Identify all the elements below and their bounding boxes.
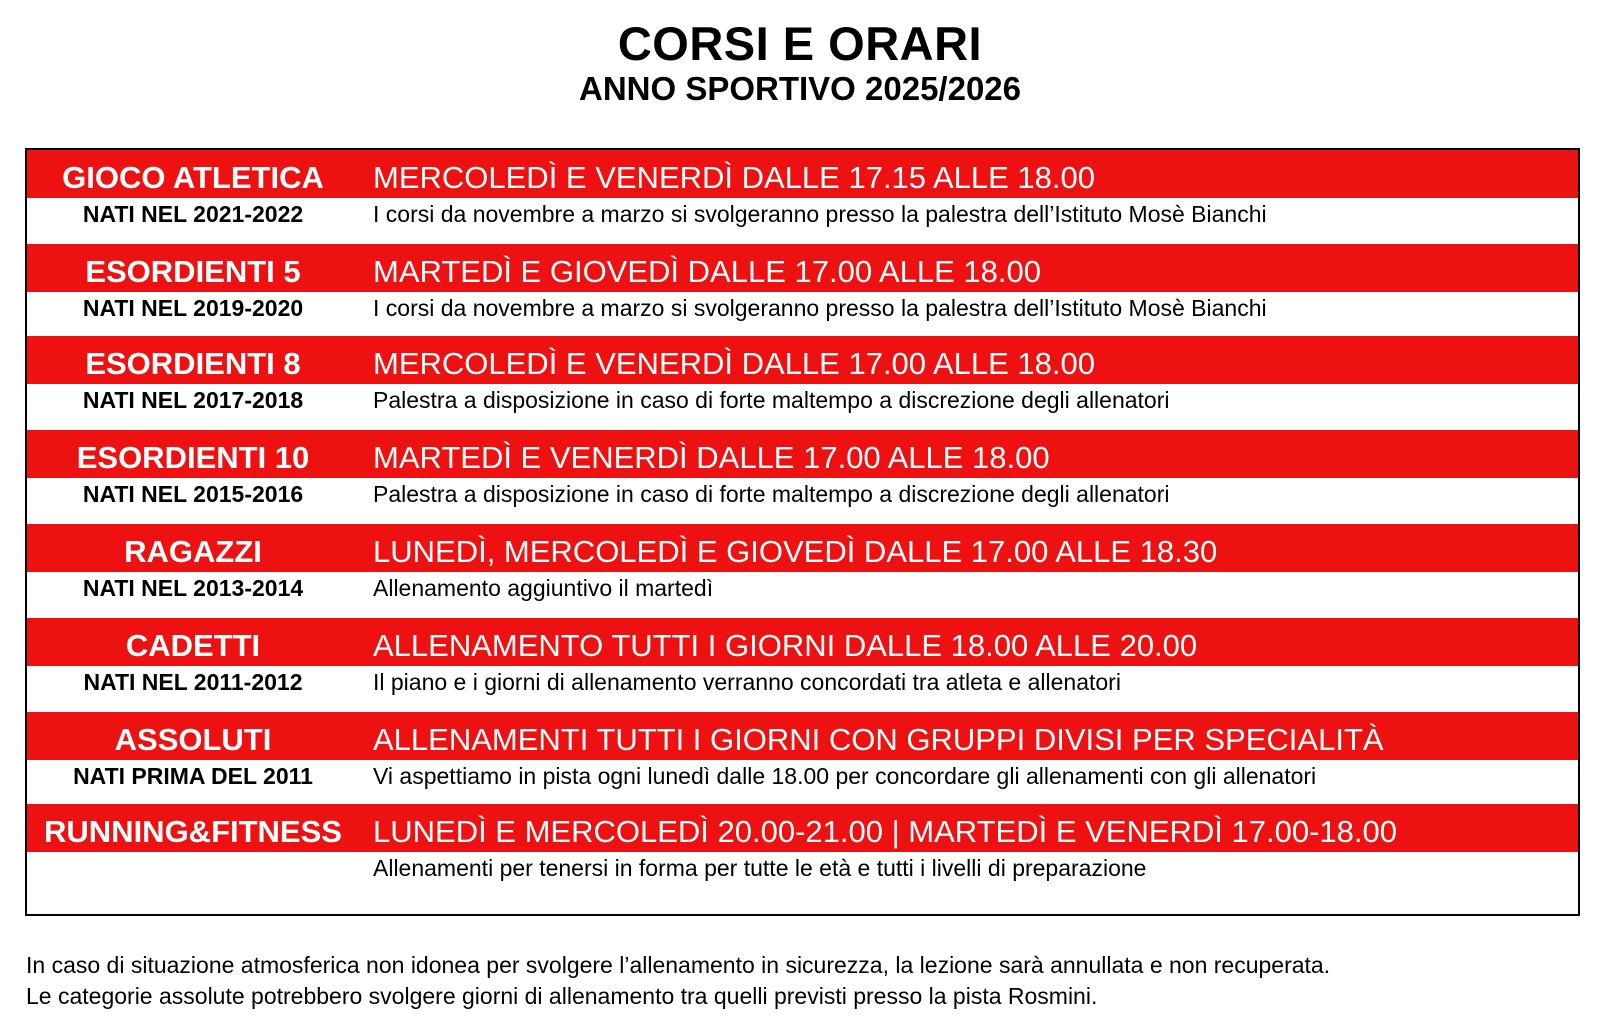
course-birth-years: NATI NEL 2017-2018 — [82, 387, 304, 413]
course-detail-row — [27, 478, 1578, 524]
course-note: Palestra a disposizione in caso di forte maltempo a discrezione degli allenatori — [373, 387, 1170, 413]
course-schedule: LUNEDÌ E MERCOLEDÌ 20.00-21.00 | MARTEDÌ E VENERDÌ 17.00-18.00 — [373, 814, 1397, 849]
course-detail-row — [27, 198, 1578, 244]
course-schedule: MARTEDÌ E VENERDÌ DALLE 17.00 ALLE 18.00 — [373, 440, 1050, 475]
course-schedule: MERCOLEDÌ E VENERDÌ DALLE 17.00 ALLE 18.00 — [373, 346, 1095, 381]
course-detail-row — [27, 852, 1578, 898]
course-name: RUNNING&FITNESS — [44, 814, 342, 849]
course-note: Palestra a disposizione in caso di forte maltempo a discrezione degli allenatori — [373, 481, 1170, 507]
course-header-band — [27, 430, 1578, 478]
course-note: Vi aspettiamo in pista ogni lunedì dalle 18.00 per concordare gli allenamenti con gli allenatori — [373, 763, 1317, 789]
course-header-band — [27, 712, 1578, 760]
course-name: ASSOLUTI — [114, 722, 272, 757]
course-birth-years: NATI NEL 2019-2020 — [82, 295, 304, 321]
course-note: Allenamenti per tenersi in forma per tutte le età e tutti i livelli di preparazione — [373, 855, 1147, 881]
course-birth-years: NATI NEL 2015-2016 — [82, 481, 304, 507]
course-detail-row — [27, 572, 1578, 618]
course-birth-years: NATI NEL 2011-2012 — [83, 669, 303, 695]
course-name: ESORDIENTI 10 — [76, 440, 310, 475]
course-birth-years: NATI NEL 2021-2022 — [82, 201, 304, 227]
footer-notes — [26, 950, 1586, 1012]
course-header-band — [27, 618, 1578, 666]
course-schedule: MERCOLEDÌ E VENERDÌ DALLE 17.15 ALLE 18.00 — [373, 160, 1095, 195]
course-birth-years: NATI PRIMA DEL 2011 — [73, 763, 313, 789]
course-schedule: LUNEDÌ, MERCOLEDÌ E GIOVEDÌ DALLE 17.00 ALLE 18.30 — [373, 534, 1218, 569]
course-header-band — [27, 524, 1578, 572]
course-name: ESORDIENTI 8 — [85, 346, 301, 381]
course-header-band — [27, 336, 1578, 384]
footer-weather-note: In caso di situazione atmosferica non idonea per svolgere l’allenamento in sicurezza, la lezione sarà annullata e non recuperata. — [26, 952, 1331, 978]
course-note: I corsi da novembre a marzo si svolgeranno presso la palestra dell’Istituto Mosè Bianchi — [373, 201, 1267, 227]
course-schedule: ALLENAMENTO TUTTI I GIORNI DALLE 18.00 ALLE 20.00 — [373, 628, 1198, 663]
course-name: ESORDIENTI 5 — [85, 254, 301, 289]
course-name: CADETTI — [125, 628, 261, 663]
course-detail-row — [27, 384, 1578, 430]
page-title: CORSI E ORARI — [617, 17, 983, 70]
course-detail-row — [27, 292, 1578, 338]
course-schedule-table — [25, 148, 1580, 916]
course-header-band — [27, 150, 1578, 198]
page-subtitle: ANNO SPORTIVO 2025/2026 — [578, 70, 1022, 107]
course-header-band — [27, 244, 1578, 292]
course-detail-row — [27, 666, 1578, 712]
course-note: Allenamento aggiuntivo il martedì — [373, 575, 714, 601]
course-note: I corsi da novembre a marzo si svolgeranno presso la palestra dell’Istituto Mosè Bianchi — [373, 295, 1267, 321]
course-detail-row — [27, 760, 1578, 806]
course-name: GIOCO ATLETICA — [62, 160, 324, 195]
footer-rosmini-note: Le categorie assolute potrebbero svolgere giorni di allenamento tra quelli previsti presso la pista Rosmini. — [26, 983, 1098, 1009]
course-header-band — [27, 804, 1578, 852]
course-birth-years: NATI NEL 2013-2014 — [82, 575, 304, 601]
course-note: Il piano e i giorni di allenamento verranno concordati tra atleta e allenatori — [373, 669, 1121, 695]
course-name: RAGAZZI — [124, 534, 262, 569]
course-schedule: MARTEDÌ E GIOVEDÌ DALLE 17.00 ALLE 18.00 — [373, 254, 1041, 289]
course-schedule: ALLENAMENTI TUTTI I GIORNI CON GRUPPI DIVISI PER SPECIALITÀ — [373, 722, 1384, 757]
